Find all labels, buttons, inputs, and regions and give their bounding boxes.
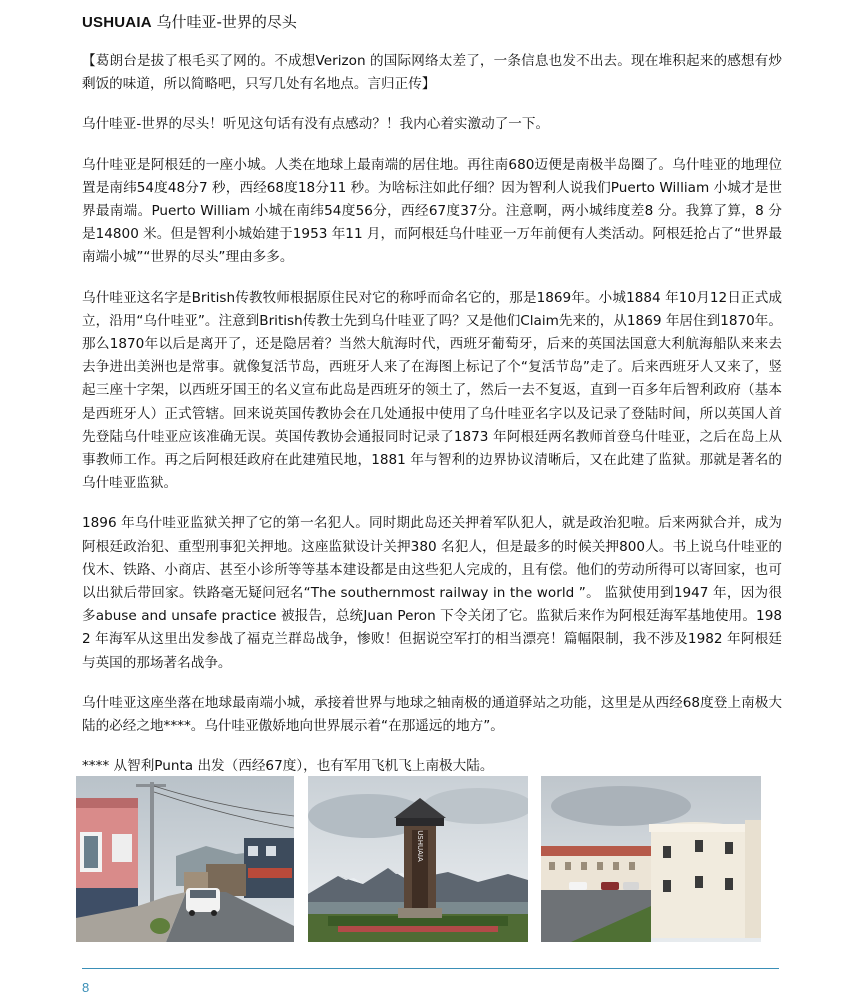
photo-strip [76, 776, 761, 944]
article-body [82, 50, 782, 795]
photo-prison-building [541, 776, 761, 942]
tower-photo-illustration [308, 776, 528, 942]
street-photo-illustration [76, 776, 294, 942]
page-title [82, 12, 297, 33]
paragraph-exclamation: 乌什哇亚-世界的尽头！听见这句话有没有点感动？！我内心着实激动了一下。 [82, 116, 550, 133]
footer-rule [82, 968, 779, 969]
paragraph-prison: 1896 年乌什哇亚监狱关押了它的第一名犯人。同时期此岛还关押着军队犯人，就是政治犯啦。后来两狱合并，成为阿根廷政治犯、重型刑事犯关押地。这座监狱设计关押380 名犯人，但是最多的时候关押800人。书上说乌什哇亚的伐木、铁路、小商店、甚至小诊所等等基本建设都是由这些犯人完成的，且有偿。他们的劳动所得可以寄回家，也可以出狱后带回家。铁路毫无疑问冠名“The southernmost railway in the world ”。 监狱使用到1947 年，因为很多abuse and unsafe practice 被报告，总统Juan Peron 下令关闭了它。监狱后来作为阿根廷海军基地使用。1982 年海军从这里出发参战了福克兰群岛战争，惨败！但据说空军打的相当漂亮！篇幅限制，我不涉及1982 年阿根廷与英国的那场著名战争。 [82, 515, 782, 671]
building-photo-illustration [541, 776, 761, 942]
title-ushuaia: USHUAIA [82, 14, 152, 31]
photo-street [76, 776, 294, 942]
paragraph-intro: 【葛朗台是拔了根毛买了网的。不成想Verizon 的国际网络太差了，一条信息也发不出去。现在堆积起来的感想有炒剩饭的味道，所以简略吧，只写几处有名地点。言归正传】 [82, 53, 782, 93]
photo-ushuaia-tower [308, 776, 528, 942]
paragraph-footnote: **** 从智利Punta 出发（西经67度），也有军用飞机飞上南极大陆。 [82, 758, 494, 775]
paragraph-geography: 乌什哇亚是阿根廷的一座小城。人类在地球上最南端的居住地。再往南680迈便是南极半岛圈了。乌什哇亚的地理位置是南纬54度48分7 秒，西经68度18分11 秒。为啥标注如此仔细？因为智利人说我们Puerto William 小城才是世界最南端。Puerto William 小城在南纬54度56分，西经67度37分。注意啊，两小城纬度差8 分。我算了算，8 分是14800 米。但是智利小城始建于1953 年11 月，而阿根廷乌什哇亚一万年前便有人类活动。阿根廷抢占了“世界最南端小城”“世界的尽头”理由多多。 [82, 156, 782, 266]
tower-sign-text: USHUAIA [416, 830, 424, 862]
page-number: 8 [82, 980, 90, 995]
paragraph-history: 乌什哇亚这名字是British传教牧师根据原住民对它的称呼而命名它的，那是1869年。小城1884 年10月12日正式成立，沿用“乌什哇亚”。注意到British传教士先到乌什哇亚了吗？又是他们Claim先来的，从1869 年居住到1870年。那么1870年以后是离开了，还是隐居着？当然大航海时代，西班牙葡萄牙，后来的英国法国意大利航海船队来来去去争进出美洲也是常事。就像复活节岛，西班牙人来了在海图上标记了个“复活节岛”走了。后来西班牙人又来了，竖起三座十字架，以西班牙国王的名义宣布此岛是西班牙的领土了，然后一去不复返，直到一百多年后智利政府（基本是西班牙人）正式管辖。回来说英国传教协会在几处通报中使用了乌什哇亚名字以及记录了登陆时间，所以英国人首先登陆乌什哇亚应该准确无误。英国传教协会通报同时记录了1873 年阿根廷两名教师首登乌什哇亚，之后在岛上从事教师工作。再之后阿根廷政府在此建殖民地，1881 年与智利的边界协议清晰后，又在此建了监狱。那就是著名的乌什哇亚监狱。 [82, 289, 782, 492]
title-subtitle: 乌什哇亚-世界的尽头 [151, 13, 297, 31]
paragraph-gateway: 乌什哇亚这座坐落在地球最南端小城，承接着世界与地球之轴南极的通道驿站之功能，这里是从西经68度登上南极大陆的必经之地****。乌什哇亚傲娇地向世界展示着“在那遥远的地方”。 [82, 694, 782, 735]
